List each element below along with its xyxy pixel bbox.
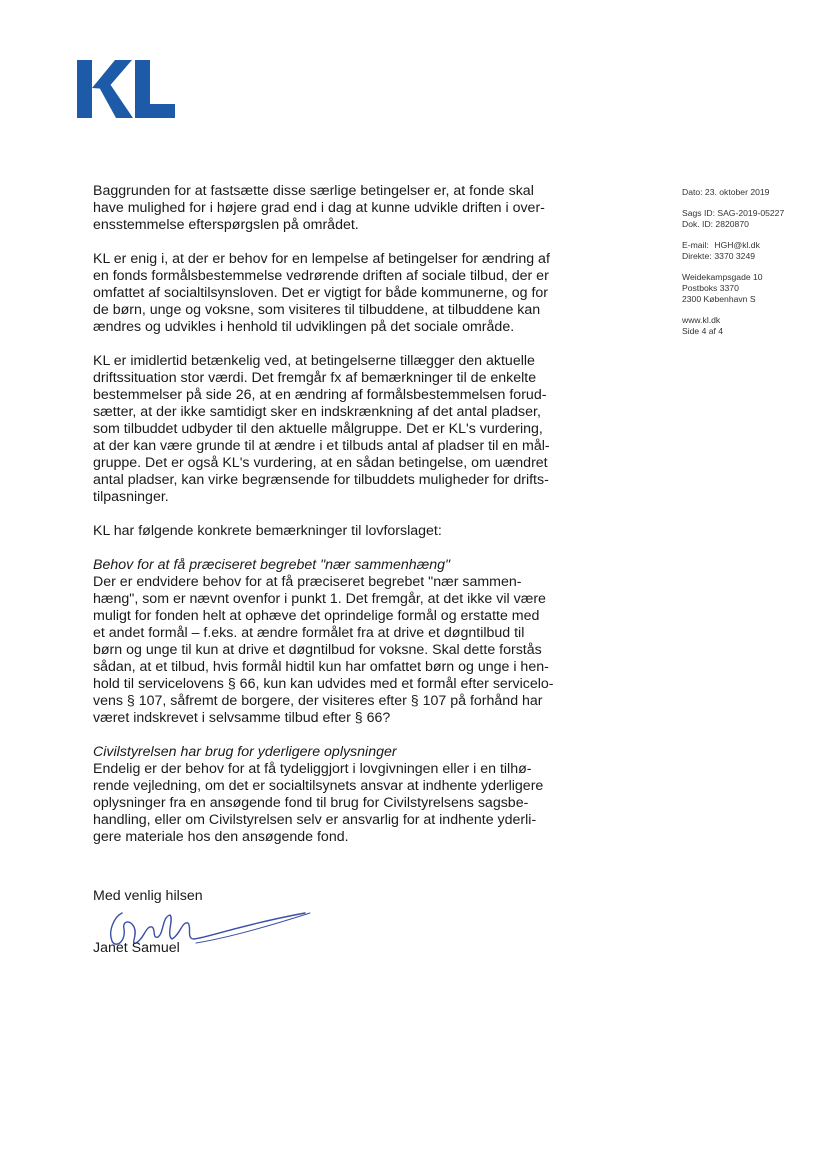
address-city: 2300 København S [682,294,756,304]
web-group [682,315,822,337]
date-group [682,187,822,198]
logo-l-stem [135,60,150,105]
letter-metadata [682,187,822,347]
dok-id: Dok. ID: 2820870 [682,219,749,229]
date: Dato: 23. oktober 2019 [682,187,770,197]
letter-body [93,183,573,863]
section-heading: Civilstyrelsen har brug for yderligere oplysninger [93,744,397,760]
closing-greeting: Med venlig hilsen [93,888,203,904]
section-heading: Behov for at få præciseret begrebet "nær sammenhæng" [93,557,451,573]
logo-k-upper-arm [92,60,132,89]
section-body: Endelig er der behov for at få tydeliggjort i lovgivningen eller i en tilhø- rende vejledning, om det er socialtilsynets ansvar at indhente yderligere oplysninger fra en ansøgende fond til brug for Civilstyrelsens sagsbe- handling, eller om Civilstyrelsen selv er ansvarlig for at indhente yderli- gere materiale hos den ansøgende fond. [93,761,544,845]
sags-id: Sags ID: SAG-2019-05227 [682,208,785,218]
id-group [682,208,822,230]
kl-logo-mark [77,58,177,120]
page-number: Side 4 af 4 [682,326,724,336]
paragraph-background: Baggrunden for at fastsætte disse særlige betingelser er, at fonde skal have mulighed for i højere grad end i dag at kunne udvikle driften i over- ensstemmelse efterspørgslen på området. [93,183,545,233]
logo-k-lower-arm [99,84,133,118]
direct-value: 3370 3249 [714,251,756,261]
logo-k-stem [77,60,92,118]
signature-underline [196,913,310,943]
section-body: Der er endvidere behov for at få præciseret begrebet "nær sammen- hæng", som er nævnt ovenfor i punkt 1. Det fremgår, at det ikke vil være muligt for fonden helt at ophæve det oprindelige formål og erstatte med et andet formål – f.eks. at ændre formålet fra at drive et døgntilbud til børn og unge til kun at drive et døgntilbud for voksne. Skal dette forstås sådan, at et tilbud, hvis formål hidtil kun har omfattet børn og unge i hen- hold til servicelovens § 66, kun kan udvides med et formål efter servicelo- vens § 107, såfremt de borgere, der visiteres efter § 107 på forhånd har været indskrevet i selvsamme tilbud efter § 66? [93,574,554,726]
website: www.kl.dk [682,315,721,325]
signer-name: Janet Samuel [93,940,180,956]
paragraph-agreement: KL er enig i, at der er behov for en lempelse af betingelser for ændring af en fonds formålsbestemmelse vedrørende driften af sociale tilbud, der er omfattet af socialtilsynsloven. Det er vigtigt for både kommunerne, og for de børn, unge og voksne, som visiteres til tilbuddene, at tilbuddene kan ændres og udvikles i henhold til udviklingen på det sociale område. [93,251,550,335]
address-street: Weidekampsgade 10 [682,272,763,282]
paragraph-concern: KL er imidlertid betænkelig ved, at betingelserne tillægger den aktuelle driftssituation stor værdi. Det fremgår fx af bemærkninger til de enkelte bestemmelser på side 26, at en ændring af formålsbestemmelsen forud- sætter, at der ikke samtidigt sker en indskrænkning af det antal pladser, som tilbuddet udbyder til den aktuelle målgruppe. Det er KL's vurdering, at der kan være grunde til at ændre i et tilbuds antal af pladser til en mål- gruppe. Det er også KL's vurdering, at en sådan betingelse, om uændret antal pladser, kan virke begrænsende for tilbuddets muligheder for drifts- tilpasninger. [93,353,550,505]
address-postbox: Postboks 3370 [682,283,739,293]
section-naer-sammenhaeng [93,557,573,727]
direct-phone-row [682,251,822,262]
email-value: HGH@kl.dk [714,240,760,250]
contact-group [682,240,822,262]
section-civilstyrelsen [93,744,573,846]
kl-logo [77,58,177,120]
address-group [682,272,822,305]
paragraph-remarks-intro: KL har følgende konkrete bemærkninger til lovforslaget: [93,523,442,539]
direct-label: Direkte: [682,251,712,261]
logo-l-base [135,104,175,118]
email-label: E-mail: [682,240,709,250]
email-row [682,240,822,251]
